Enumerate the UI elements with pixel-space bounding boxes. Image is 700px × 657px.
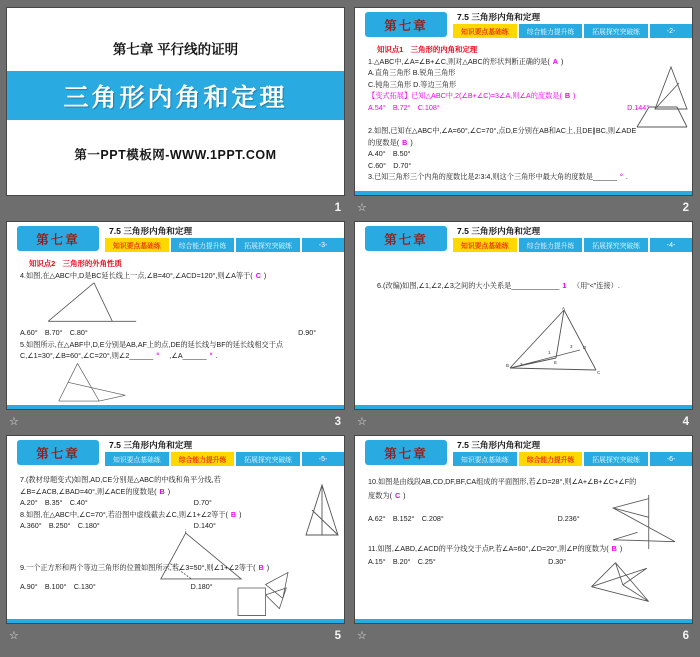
- star-icon[interactable]: ☆: [9, 629, 19, 642]
- slide-6: [355, 436, 692, 623]
- svg-text:A: A: [562, 305, 566, 311]
- question-7: 7.(教材母题变式)如图,AD,CE分别是△ABC的中线和角平分线,若: [20, 475, 221, 484]
- tab-exploration[interactable]: 拓展探究突破练: [584, 452, 648, 466]
- answer-mark: °: [619, 172, 623, 182]
- star-icon[interactable]: ☆: [357, 629, 367, 642]
- tab-ability-improve[interactable]: 综合能力提升练: [519, 238, 583, 252]
- question-10-cont: 度数为( C ): [368, 490, 406, 500]
- slide-number: 2: [682, 202, 689, 214]
- slide-4: [355, 222, 692, 409]
- chapter-badge: 第七章: [365, 226, 447, 251]
- slide-footer-2: [355, 195, 692, 221]
- lesson-title: 7.5 三角形内角和定理: [109, 226, 193, 236]
- question-5-cont: C,∠1=30°,∠B=60°,∠C=20°,则∠2______ ° ,∠A______ ° .: [20, 351, 218, 361]
- answer-badge: C: [394, 490, 401, 500]
- svg-text:2: 2: [520, 361, 523, 367]
- slide-header: [7, 222, 344, 253]
- tab-knowledge-basics[interactable]: 知识要点基础练: [105, 452, 169, 466]
- slide-footer-6: [355, 623, 692, 649]
- options-line: A.40° B.50°: [368, 149, 411, 159]
- slide-number: 3: [334, 416, 341, 428]
- answer-badge: B: [230, 509, 237, 519]
- slide-number: 6: [682, 630, 689, 642]
- title-banner: [7, 71, 344, 120]
- answer-badge: B: [402, 137, 408, 147]
- slide-page-label: -5-: [302, 452, 344, 466]
- options-line: A.15° B.20° C.25° D.30°: [368, 557, 567, 567]
- knowledge-point-heading: 知识点1 三角形的内角和定理: [377, 45, 478, 54]
- question-8: 8.如图,在△ABC中,∠C=70°,若沿图中虚线截去∠C,则∠1+∠2等于( B ): [20, 509, 242, 519]
- options-line: A.60° B.70° C.80° D.90°: [20, 328, 317, 338]
- slide-page-label: -2-: [650, 24, 692, 38]
- slide-page-label: -3-: [302, 238, 344, 252]
- slide-1: [7, 8, 344, 195]
- answer-badge: B: [159, 486, 165, 496]
- svg-text:3: 3: [570, 343, 573, 349]
- answer-badge: B: [611, 543, 617, 553]
- chapter-heading: 第七章 平行线的证明: [112, 42, 239, 57]
- variant-question: 【变式拓展】已知△ABC中,2(∠B+∠C)=3∠A,则∠A的度数是( B ): [368, 91, 576, 101]
- slide-header: [7, 436, 344, 467]
- slide-thumbnail-2[interactable]: [355, 8, 692, 222]
- slide-2: [355, 8, 692, 195]
- svg-text:B: B: [506, 362, 510, 368]
- star-icon[interactable]: ☆: [9, 415, 19, 428]
- slide-accent-bar: [355, 619, 692, 623]
- tab-ability-improve[interactable]: 综合能力提升练: [171, 452, 235, 466]
- slide-content: [7, 255, 344, 405]
- slide-accent-bar: [355, 405, 692, 409]
- figure-exterior-angle: [20, 281, 336, 327]
- svg-text:D: D: [583, 344, 587, 350]
- question-9: 9.一个正方形和两个等边三角形的位置如图所示,若∠3=50°,则∠1+∠2等于( B ): [20, 562, 270, 572]
- chapter-badge: 第七章: [365, 440, 447, 465]
- chapter-badge: 第七章: [17, 226, 99, 251]
- figure-triangle-abf: [20, 362, 336, 404]
- svg-text:C: C: [597, 369, 601, 375]
- slide-content: [355, 469, 692, 619]
- tab-ability-improve[interactable]: 综合能力提升练: [519, 452, 583, 466]
- slide-content: [7, 469, 344, 619]
- svg-text:1: 1: [548, 349, 551, 355]
- tab-exploration[interactable]: 拓展探究突破练: [236, 452, 300, 466]
- tab-exploration[interactable]: 拓展探究突破练: [236, 238, 300, 252]
- slide-header: [355, 8, 692, 39]
- options-line: C.60° D.70°: [368, 160, 412, 170]
- slide-thumbnail-3[interactable]: [7, 222, 344, 436]
- slide-footer-4: [355, 409, 692, 435]
- answer-badge: A: [552, 56, 558, 66]
- slide-content: [355, 255, 692, 405]
- lesson-title: 7.5 三角形内角和定理: [457, 440, 541, 450]
- figure-angle-bisectors: [587, 559, 655, 611]
- tab-bar: [453, 452, 692, 466]
- tab-bar: [453, 24, 692, 38]
- slide-5: [7, 436, 344, 623]
- slide-thumbnail-1[interactable]: [7, 8, 344, 222]
- options-line: A.62° B.152° C.208° D.236°: [368, 514, 580, 524]
- question-10: 10.如图是由线段AB,CD,DF,BF,CA组成的平面图形,若∠D=28°,则∠A+∠B+∠C+∠F的: [368, 477, 637, 486]
- options-line: A.直角三角形 B.锐角三角形: [368, 68, 456, 78]
- tab-exploration[interactable]: 拓展探究突破练: [584, 24, 648, 38]
- figure-square-triangles: [232, 569, 294, 623]
- question-7-cont: ∠B=∠ACB,∠BAD=40°,则∠ACE的度数是( B ): [20, 486, 171, 496]
- chapter-badge: 第七章: [365, 12, 447, 37]
- question-5: 5.如图所示,在△ABF中,D,E分别是AB,AF上的点,DE的延长线与BF的延长线相交于点: [20, 339, 284, 349]
- lesson-title: 7.5 三角形内角和定理: [457, 226, 541, 236]
- question-4: 4.如图,在△ABC中,D是BC延长线上一点,∠B=40°,∠ACD=120°,则∠A等于( C ): [20, 270, 267, 280]
- answer-badge: C: [255, 270, 261, 280]
- slide-number: 4: [682, 416, 689, 428]
- figure-angles-123: [506, 306, 684, 380]
- question-6: 6.(改编)如图,∠1,∠2,∠3之间的大小关系是____________ 1 （用“<”连接）.: [377, 281, 620, 290]
- knowledge-point-heading: 知识点2 三角形的外角性质: [29, 259, 122, 268]
- lesson-title: 7.5 三角形内角和定理: [109, 440, 193, 450]
- site-watermark: 第一PPT模板网-WWW.1PPT.COM: [74, 148, 277, 162]
- answer-mark: 1: [562, 281, 567, 290]
- slide-content: [355, 41, 692, 191]
- answer-badge: B: [258, 562, 264, 572]
- slide-header: [355, 222, 692, 253]
- slide-3: [7, 222, 344, 409]
- slide-page-label: -4-: [650, 238, 692, 252]
- slide-accent-bar: [355, 191, 692, 195]
- slide-thumbnail-5[interactable]: [7, 436, 344, 650]
- slide-accent-bar: [7, 405, 344, 409]
- tab-ability-improve[interactable]: 综合能力提升练: [519, 24, 583, 38]
- figure-segments-plane: [605, 493, 685, 555]
- tab-knowledge-basics[interactable]: 知识要点基础练: [453, 452, 517, 466]
- tab-knowledge-basics[interactable]: 知识要点基础练: [453, 238, 517, 252]
- star-icon[interactable]: ☆: [357, 201, 367, 214]
- slide-thumbnail-4[interactable]: [355, 222, 692, 436]
- tab-bar: [453, 238, 692, 252]
- figure-triangle-de-parallel-bc: [635, 105, 689, 133]
- slide-accent-bar: [7, 619, 344, 623]
- options-line: C.钝角三角形 D.等边三角形: [368, 79, 457, 89]
- course-title: 三角形内角和定理: [63, 83, 288, 112]
- slide-number: 1: [334, 202, 341, 214]
- question-2: 2.如图,已知在△ABC中,∠A=60°,∠C=70°,点D,E分别在AB和AC上,且DE∥BC,则∠ADE: [368, 126, 637, 136]
- tab-exploration[interactable]: 拓展探究突破练: [584, 238, 648, 252]
- slide-footer-1: [7, 195, 344, 221]
- question-2-cont: 的度数是( B ): [368, 137, 413, 147]
- tab-ability-improve[interactable]: 综合能力提升练: [171, 238, 235, 252]
- answer-mark: °: [156, 351, 160, 361]
- figure-median-bisector: [302, 483, 342, 543]
- chapter-badge: 第七章: [17, 440, 99, 465]
- slide-page-label: -6-: [650, 452, 692, 466]
- tab-bar: [105, 452, 344, 466]
- slide-footer-5: [7, 623, 344, 649]
- question-11: 11.如图,∠ABD,∠ACD的平分线交于点P,若∠A=60°,∠D=20°,则∠P的度数为( B ): [368, 543, 623, 553]
- slide-thumbnail-6[interactable]: [355, 436, 692, 650]
- tab-knowledge-basics[interactable]: 知识要点基础练: [105, 238, 169, 252]
- answer-badge: B: [564, 91, 571, 101]
- answer-mark: °: [209, 351, 213, 361]
- question-1: 1.△ABC中,∠A=∠B+∠C,则对△ABC的形状判断正确的是( A ): [368, 56, 564, 66]
- options-line: A.20° B.35° C.40° D.70°: [20, 498, 212, 508]
- slide-number: 5: [334, 630, 341, 642]
- svg-text:E: E: [554, 359, 558, 365]
- options-line: A.54° B.72° C.108° D.144°: [368, 102, 650, 112]
- options-line: A.90° B.100° C.130° D.180°: [20, 582, 213, 592]
- tab-bar: [105, 238, 344, 252]
- tab-knowledge-basics[interactable]: 知识要点基础练: [453, 24, 517, 38]
- star-icon[interactable]: ☆: [357, 415, 367, 428]
- lesson-title: 7.5 三角形内角和定理: [457, 12, 541, 22]
- slide-footer-3: [7, 409, 344, 435]
- options-line: A.360° B.250° C.180° D.140°: [20, 521, 216, 531]
- slide-header: [355, 436, 692, 467]
- question-3: 3.已知三角形三个内角的度数比是2∶3∶4,则这个三角形中最大角的度数是______ ° .: [368, 172, 628, 182]
